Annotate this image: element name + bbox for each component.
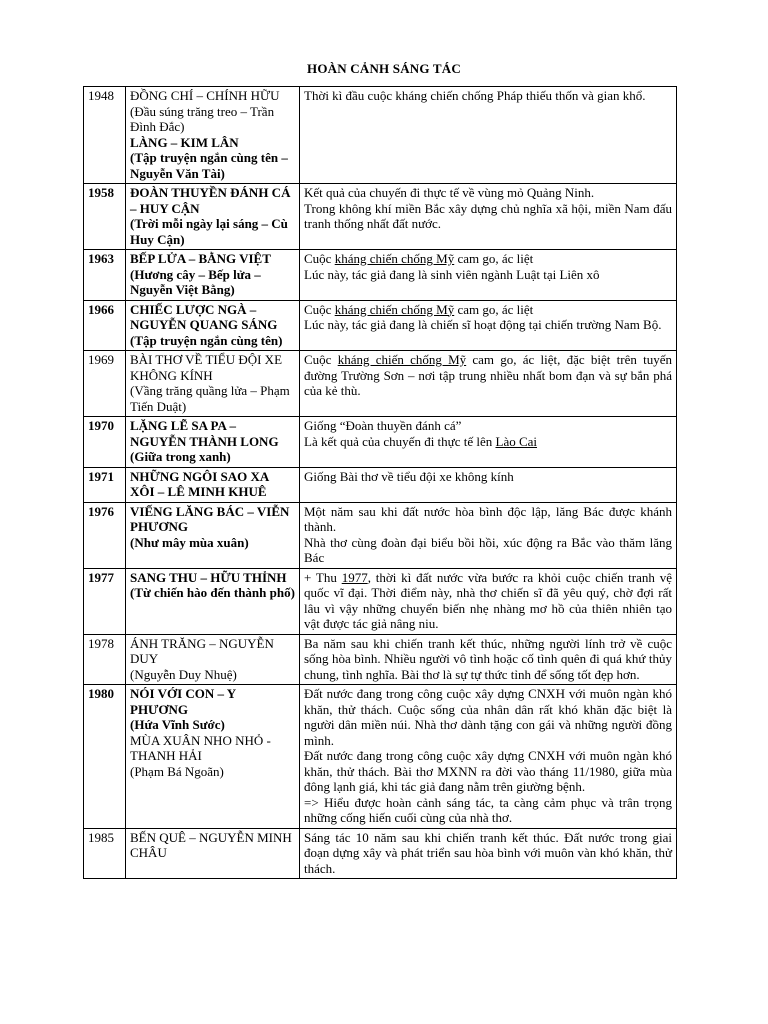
work-line: MÙA XUÂN NHO NHỎ - THANH HẢI (130, 732, 271, 763)
work-cell (126, 300, 300, 351)
context-cell (300, 634, 677, 685)
work-cell (126, 634, 300, 685)
context-cell (300, 467, 677, 502)
work-line: (Trời mỗi ngày lại sáng – Cù Huy Cận) (130, 216, 288, 247)
context-paragraph: => Hiểu được hoàn cảnh sáng tác, ta càng cảm phục và trân trọng những cống hiến cuối cùng của nhà thơ. (304, 794, 672, 825)
context-cell (300, 250, 677, 301)
work-line: (Vầng trăng quầng lửa – Phạm Tiến Duật) (130, 383, 290, 414)
context-paragraph: Thời kì đầu cuộc kháng chiến chống Pháp thiếu thốn và gian khổ. (304, 88, 646, 103)
work-line: BẾP LỬA – BẰNG VIỆT (130, 251, 271, 266)
context-cell (300, 417, 677, 468)
work-line: (Từ chiến hào đến thành phố) (130, 585, 295, 600)
context-paragraph: Trong không khí miền Bắc xây dựng chủ nghĩa xã hội, miền Nam đấu tranh thống nhất đất nước. (304, 200, 672, 231)
context-paragraph: Cuộc kháng chiến chống Mỹ cam go, ác liệt, đặc biệt trên tuyến đường Trường Sơn – nơi tập trung nhiều nhất bom đạn và sự bắn phá của kẻ thù. (304, 352, 672, 398)
year-cell: 1976 (84, 502, 126, 568)
work-line: (Hứa Vĩnh Sước) (130, 717, 225, 732)
work-line: (Hương cây – Bếp lửa – Nguyễn Việt Bằng) (130, 266, 261, 297)
year-cell: 1971 (84, 467, 126, 502)
table-row (84, 417, 677, 468)
year-cell: 1977 (84, 568, 126, 634)
context-paragraph: Giống “Đoàn thuyền đánh cá” (304, 418, 462, 433)
context-paragraph: + Thu 1977, thời kì đất nước vừa bước ra khỏi cuộc chiến tranh vệ quốc vĩ đại. Thời điểm này, nhà thơ chiến sĩ đã yêu quý, chờ đợi rất lâu vì vậy những chuyển biến nhẹ nhàng mơ hồ của thiên nhiên tạo vật được tác giả nâng niu. (304, 569, 672, 631)
work-line: (Giữa trong xanh) (130, 449, 231, 464)
work-line: (Như mây mùa xuân) (130, 534, 249, 550)
composition-context-table (83, 86, 677, 879)
work-cell (126, 250, 300, 301)
work-cell (126, 351, 300, 417)
context-cell (300, 568, 677, 634)
work-line: LẶNG LẼ SA PA – NGUYỄN THÀNH LONG (130, 418, 279, 449)
table-row (84, 300, 677, 351)
table-row (84, 634, 677, 685)
year-cell: 1985 (84, 828, 126, 879)
context-cell (300, 184, 677, 250)
context-paragraph: Cuộc kháng chiến chống Mỹ cam go, ác liệt (304, 251, 534, 266)
work-line: ĐỒNG CHÍ – CHÍNH HỮU (130, 88, 280, 103)
table-body (84, 87, 677, 879)
table-row (84, 568, 677, 634)
work-line: LÀNG – KIM LÂN (130, 134, 239, 150)
year-cell: 1966 (84, 300, 126, 351)
context-cell (300, 828, 677, 879)
work-line: BẾN QUÊ – NGUYỄN MINH CHÂU (130, 829, 292, 860)
context-paragraph: Sáng tác 10 năm sau khi chiến tranh kết thúc. Đất nước trong giai đoạn dựng xây và phát triển sau hòa bình với muôn vàn khó khăn, thử thách. (304, 829, 672, 876)
work-line: (Nguyễn Duy Nhuệ) (130, 666, 237, 682)
year-cell: 1980 (84, 685, 126, 829)
context-cell (300, 502, 677, 568)
context-paragraph: Giống Bài thơ về tiểu đội xe không kính (304, 468, 514, 484)
context-paragraph: Lúc này, tác giả đang là sinh viên ngành Luật tại Liên xô (304, 266, 600, 282)
year-cell: 1963 (84, 250, 126, 301)
work-cell (126, 87, 300, 184)
year-cell: 1958 (84, 184, 126, 250)
table-row (84, 184, 677, 250)
work-line: NHỮNG NGÔI SAO XA XÔI – LÊ MINH KHUÊ (130, 468, 269, 499)
table-row (84, 467, 677, 502)
table-row (84, 502, 677, 568)
work-cell (126, 568, 300, 634)
work-line: VIẾNG LĂNG BÁC – VIỄN PHƯƠNG (130, 503, 290, 534)
work-cell (126, 417, 300, 468)
work-line: (Tập truyện ngắn cùng tên – Nguyễn Văn Tài) (130, 150, 288, 181)
context-cell (300, 685, 677, 829)
table-row (84, 828, 677, 879)
work-line: (Tập truyện ngắn cùng tên) (130, 332, 283, 348)
work-cell (126, 467, 300, 502)
year-cell: 1969 (84, 351, 126, 417)
context-paragraph: Đất nước đang trong công cuộc xây dựng CNXH với muôn ngàn khó khăn, thử thách. Cuộc sống của nhân dân rất khó khăn đặc biệt là người dân miền núi. Nhà thơ dành tặng con gái và những người đồng mình. (304, 686, 672, 748)
year-cell: 1978 (84, 634, 126, 685)
work-cell (126, 685, 300, 829)
context-cell (300, 87, 677, 184)
table-row (84, 250, 677, 301)
context-paragraph: Lúc này, tác giả đang là chiến sĩ hoạt động tại chiến trường Nam Bộ. (304, 317, 662, 332)
work-line: (Phạm Bá Ngoãn) (130, 763, 224, 779)
context-paragraph: Ba năm sau khi chiến tranh kết thúc, những người lính trở về cuộc sống hòa bình. Nhiều người vô tình hoặc cố tình quên đi quá khứ thủy chung, tình nghĩa. Bài thơ là sự tự thức tỉnh để sống tốt đẹp hơn. (304, 635, 672, 682)
table-row (84, 87, 677, 184)
context-paragraph: Kết quả của chuyến đi thực tế về vùng mỏ Quảng Ninh. (304, 185, 595, 200)
work-line: NÓI VỚI CON – Y PHƯƠNG (130, 686, 236, 717)
context-paragraph: Nhà thơ cùng đoàn đại biểu bồi hồi, xúc động ra Bắc vào thăm lăng Bác (304, 534, 672, 565)
work-cell (126, 502, 300, 568)
context-paragraph: Là kết quả của chuyến đi thực tế lên Lào Cai (304, 433, 538, 449)
work-line: ÁNH TRĂNG – NGUYỄN DUY (130, 635, 274, 666)
context-paragraph: Một năm sau khi đất nước hòa bình độc lập, lăng Bác được khánh thành. (304, 503, 672, 534)
table-row (84, 351, 677, 417)
work-cell (126, 828, 300, 879)
context-cell (300, 351, 677, 417)
year-cell: 1970 (84, 417, 126, 468)
work-line: (Đầu súng trăng treo – Trần Đình Đắc) (130, 103, 275, 134)
work-line: CHIẾC LƯỢC NGÀ – NGUYỄN QUANG SÁNG (130, 301, 278, 332)
table-row (84, 685, 677, 829)
page-title: HOÀN CẢNH SÁNG TÁC (307, 61, 461, 76)
year-cell: 1948 (84, 87, 126, 184)
work-line: SANG THU – HỮU THỈNH (130, 569, 287, 585)
work-line: BÀI THƠ VỀ TIỂU ĐỘI XE KHÔNG KÍNH (130, 352, 283, 383)
context-paragraph: Đất nước đang trong công cuộc xây dựng CNXH với muôn ngàn khó khăn, thử thách. Bài thơ MXNN ra đời vào tháng 11/1980, giữa mùa đông lạnh giá, khi tác giả đang nằm trên giường bệnh. (304, 748, 672, 794)
work-cell (126, 184, 300, 250)
context-paragraph: Cuộc kháng chiến chống Mỹ cam go, ác liệt (304, 301, 534, 317)
context-cell (300, 300, 677, 351)
work-line: ĐOÀN THUYỀN ĐÁNH CÁ – HUY CẬN (130, 185, 291, 216)
